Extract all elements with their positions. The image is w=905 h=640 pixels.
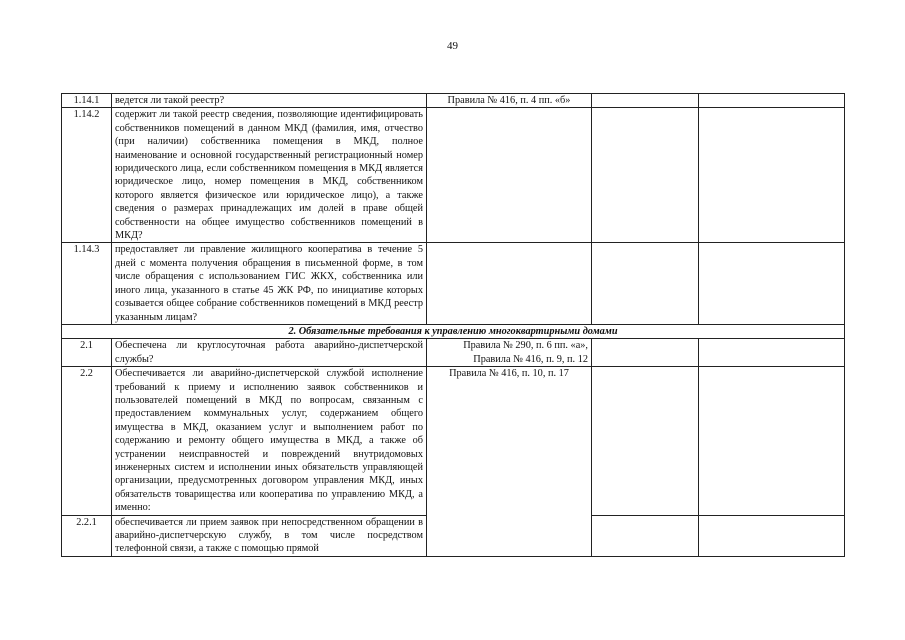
row-number: 2.2 [62,367,112,515]
row-question: обеспечивается ли прием заявок при непосредственном обращении в аварийно-диспетчерскую службу, в том числе посредством телефонной связи, а также с помощью прямой [112,515,427,556]
table-row [62,94,845,108]
row-number: 2.1 [62,339,112,367]
empty-cell [699,243,845,324]
row-question: Обеспечивается ли аварийно-диспетчерской службой исполнение требований к приему и исполнению заявок собственников и пользователей помещений в МКД по вопросам, связанным с предоставлением коммунальных услуг, содержанием общего имущества в МКД, оказанием услуг и выполнением работ по содержанию и ремонту общего имущества в МКД, а также об устранении неисправностей и повреждений внутридомовых инженерных систем и исполнении иных обязательств управляющей организации, предусмотренных договором управления МКД, иных обязательств товарищества или кооператива по управлению МКД, а именно: [112,367,427,515]
row-number: 1.14.2 [62,108,112,243]
table-row [62,243,845,324]
empty-cell [592,108,699,243]
row-reference [427,515,592,556]
checklist-table [61,93,845,557]
table-row [62,367,845,515]
table-row [62,515,845,556]
reference-line: Правила № 416, п. 9, п. 12 [473,353,588,365]
empty-cell [592,515,699,556]
row-reference [427,108,592,243]
row-question: предоставляет ли правление жилищного кооператива в течение 5 дней с момента получения обращения в письменной форме, в том числе обращения с использованием ГИС ЖКХ, собственника или иного лица, указанного в статье 45 ЖК РФ, по инициативе которых созывается общее собрание собственников помещений в МКД реестр указанным лицам? [112,243,427,324]
empty-cell [592,243,699,324]
row-question: ведется ли такой реестр? [112,94,427,108]
page-number: 49 [447,40,458,52]
section-title: 2. Обязательные требования к управлению многоквартирными домами [62,324,845,338]
empty-cell [699,94,845,108]
row-reference: Правила № 416, п. 4 пп. «б» [427,94,592,108]
row-question: содержит ли такой реестр сведения, позволяющие идентифицировать собственников помещений в данном МКД (фамилия, имя, отчество (при наличии) собственника помещения в МКД, полное наименование и основной государственный регистрационный номер юридического лица, если собственником помещения в МКД является юридическое лицо, номер помещения в МКД, собственником которого является физическое или юридическое лицо), а также сведения о размерах принадлежащих им долей в праве общей собственности на общее имущество собственников помещений в МКД? [112,108,427,243]
row-reference [427,339,592,367]
empty-cell [699,108,845,243]
section-row [62,324,845,338]
row-question: Обеспечена ли круглосуточная работа аварийно-диспетчерской службы? [112,339,427,367]
table-row [62,108,845,243]
row-reference [427,243,592,324]
empty-cell [592,367,699,515]
row-number: 2.2.1 [62,515,112,556]
row-number: 1.14.1 [62,94,112,108]
reference-line: Правила № 290, п. 6 пп. «а», [463,340,588,352]
empty-cell [592,94,699,108]
table-row [62,339,845,367]
row-number: 1.14.3 [62,243,112,324]
empty-cell [699,339,845,367]
empty-cell [699,367,845,515]
empty-cell [592,339,699,367]
empty-cell [699,515,845,556]
row-reference: Правила № 416, п. 10, п. 17 [427,367,592,515]
